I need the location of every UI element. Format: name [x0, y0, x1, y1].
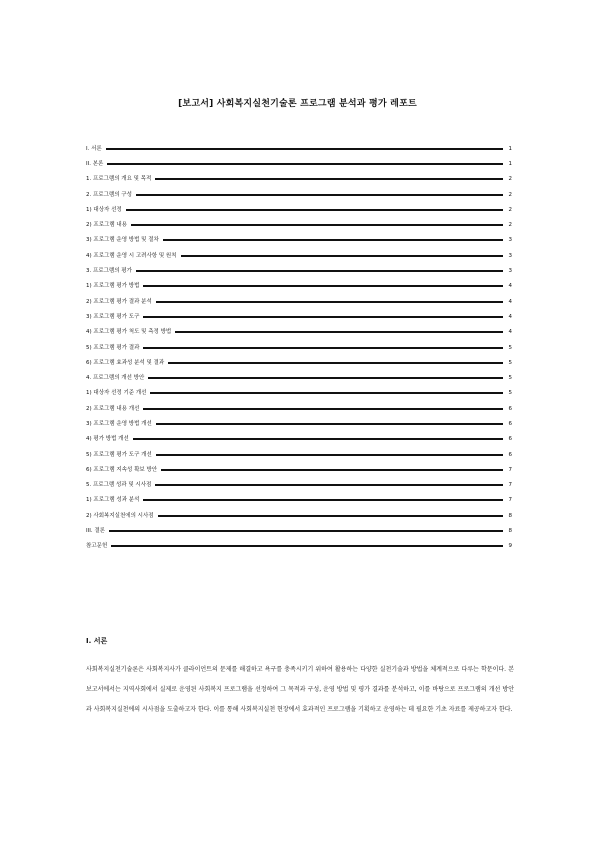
- toc-leader-line: [148, 377, 503, 379]
- toc-entry-page: 2: [508, 191, 512, 198]
- toc-entry[interactable]: [86, 217, 512, 232]
- toc-entry-page: 5: [508, 344, 512, 351]
- toc-entry-page: 5: [508, 359, 512, 366]
- toc-leader-line: [161, 469, 503, 471]
- toc-entry[interactable]: [86, 508, 512, 523]
- toc-leader-line: [109, 530, 503, 532]
- toc-entry[interactable]: [86, 386, 512, 401]
- toc-entry-label: 3. 프로그램의 평가: [86, 268, 132, 275]
- toc-entry-page: 6: [508, 436, 512, 443]
- toc-entry[interactable]: [86, 172, 512, 187]
- toc-entry[interactable]: [86, 263, 512, 278]
- toc-leader-line: [156, 301, 503, 303]
- toc-entry[interactable]: [86, 462, 512, 477]
- toc-entry-label: 4) 프로그램 운영 시 고려사항 및 원칙: [86, 252, 177, 259]
- toc-leader-line: [107, 163, 503, 165]
- toc-entry-label: 2) 프로그램 평가 결과 분석: [86, 298, 152, 305]
- toc-entry[interactable]: [86, 370, 512, 385]
- toc-entry-label: 2. 프로그램의 구성: [86, 191, 132, 198]
- toc-entry[interactable]: [86, 401, 512, 416]
- toc-entry-label: 4) 평가 방법 개선: [86, 436, 129, 443]
- toc-entry-label: 1) 대상자 선정 기준 개선: [86, 390, 147, 397]
- toc-leader-line: [156, 454, 503, 456]
- toc-leader-line: [143, 316, 503, 318]
- toc-leader-line: [150, 392, 503, 394]
- toc-entry-page: 6: [508, 451, 512, 458]
- toc-entry[interactable]: [86, 294, 512, 309]
- toc-leader-line: [106, 148, 503, 150]
- toc-entry-label: 3) 프로그램 운영 방법 및 절차: [86, 237, 159, 244]
- toc-entry-label: III. 결론: [86, 528, 105, 535]
- toc-entry[interactable]: [86, 141, 512, 156]
- toc-leader-line: [155, 178, 503, 180]
- toc-entry-label: II. 본론: [86, 160, 104, 167]
- toc-leader-line: [143, 408, 503, 410]
- toc-entry-label: 참고문헌: [86, 543, 108, 550]
- toc-entry[interactable]: [86, 416, 512, 431]
- toc-leader-line: [143, 499, 503, 501]
- toc-entry-page: 4: [508, 298, 512, 305]
- toc-leader-line: [163, 239, 503, 241]
- toc-entry[interactable]: [86, 493, 512, 508]
- toc-entry[interactable]: [86, 309, 512, 324]
- table-of-contents: [86, 141, 512, 554]
- toc-leader-line: [181, 255, 503, 257]
- toc-entry-label: 3) 프로그램 평가 도구: [86, 313, 140, 320]
- toc-leader-line: [111, 545, 503, 547]
- toc-leader-line: [156, 423, 503, 425]
- toc-leader-line: [143, 347, 503, 349]
- toc-leader-line: [143, 285, 503, 287]
- toc-entry[interactable]: [86, 233, 512, 248]
- toc-entry[interactable]: [86, 156, 512, 171]
- toc-leader-line: [175, 331, 503, 333]
- toc-entry[interactable]: [86, 279, 512, 294]
- toc-entry-page: 3: [508, 252, 512, 259]
- toc-leader-line: [168, 362, 503, 364]
- toc-leader-line: [136, 194, 503, 196]
- toc-entry[interactable]: [86, 248, 512, 263]
- toc-entry[interactable]: [86, 523, 512, 538]
- toc-entry-page: 5: [508, 390, 512, 397]
- toc-entry[interactable]: [86, 355, 512, 370]
- toc-entry-label: 1) 대상자 선정: [86, 206, 122, 213]
- toc-leader-line: [136, 270, 503, 272]
- toc-entry-page: 7: [508, 497, 512, 504]
- toc-entry-label: 4) 프로그램 평가 척도 및 측정 방법: [86, 329, 172, 336]
- toc-entry-page: 8: [508, 528, 512, 535]
- toc-entry-page: 7: [508, 466, 512, 473]
- toc-entry-label: 6) 프로그램 효과성 분석 및 결과: [86, 359, 165, 366]
- toc-entry-page: 3: [508, 237, 512, 244]
- toc-entry-label: 5) 프로그램 평가 결과: [86, 344, 140, 351]
- toc-entry-page: 8: [508, 512, 512, 519]
- toc-entry[interactable]: [86, 187, 512, 202]
- toc-entry-page: 6: [508, 405, 512, 412]
- toc-leader-line: [155, 484, 503, 486]
- toc-entry-page: 6: [508, 420, 512, 427]
- toc-entry-page: 3: [508, 268, 512, 275]
- toc-entry-page: 7: [508, 482, 512, 489]
- toc-entry-label: 2) 프로그램 내용: [86, 222, 128, 229]
- toc-entry[interactable]: [86, 340, 512, 355]
- document-title: [보고서] 사회복지실천기술론 프로그램 분석과 평가 레포트: [178, 99, 417, 109]
- toc-entry[interactable]: [86, 539, 512, 554]
- toc-entry-page: 2: [508, 206, 512, 213]
- toc-entry-page: 9: [508, 543, 512, 550]
- toc-entry-label: 6) 프로그램 지속성 확보 방안: [86, 466, 158, 473]
- toc-leader-line: [126, 209, 503, 211]
- toc-entry-page: 4: [508, 283, 512, 290]
- toc-leader-line: [158, 515, 503, 517]
- toc-entry-label: 4. 프로그램의 개선 방안: [86, 375, 145, 382]
- toc-entry-page: 2: [508, 222, 512, 229]
- toc-entry-page: 4: [508, 313, 512, 320]
- toc-entry-page: 4: [508, 329, 512, 336]
- toc-entry-label: 1) 프로그램 평가 방법: [86, 283, 140, 290]
- toc-leader-line: [133, 438, 503, 440]
- toc-entry[interactable]: [86, 432, 512, 447]
- toc-entry[interactable]: [86, 447, 512, 462]
- toc-entry[interactable]: [86, 325, 512, 340]
- body-paragraph: 사회복지실천기술론은 사회복지사가 클라이언트의 문제를 해결하고 욕구를 충족시키기 위하여 활용하는 다양한 실천기술과 방법을 체계적으로 다루는 학문이다. 본 보고서에서는 지역사회에서 실제로 운영된 사회복지 프로그램을 선정하여 그 목적과 구성, 운영 방법 및 평가 결과를 분석하고, 이를 바탕으로 프로그램의 개선 방안과 사회복지실천에의 시사점을 도출하고자 한다. 이를 통해 사회복지실천 현장에서 효과적인 프로그램을 기획하고 운영하는 데 필요한 기초 자료를 제공하고자 한다.: [86, 666, 514, 713]
- toc-entry-label: 5) 프로그램 평가 도구 개선: [86, 451, 152, 458]
- toc-entry[interactable]: [86, 478, 512, 493]
- toc-entry[interactable]: [86, 202, 512, 217]
- toc-entry-page: 1: [508, 145, 512, 152]
- toc-entry-label: 2) 프로그램 내용 개선: [86, 405, 140, 412]
- toc-entry-label: 1. 프로그램의 개요 및 목적: [86, 176, 152, 183]
- section-heading: I. 서론: [86, 637, 108, 645]
- toc-entry-label: 3) 프로그램 운영 방법 개선: [86, 420, 152, 427]
- toc-entry-page: 5: [508, 375, 512, 382]
- toc-entry-label: 5. 프로그램 성과 및 시사점: [86, 482, 152, 489]
- toc-entry-label: I. 서론: [86, 145, 102, 152]
- toc-entry-label: 2) 사회복지실천에의 시사점: [86, 512, 154, 519]
- toc-leader-line: [131, 224, 503, 226]
- toc-entry-page: 2: [508, 176, 512, 183]
- toc-entry-label: 1) 프로그램 성과 분석: [86, 497, 140, 504]
- toc-entry-page: 1: [508, 160, 512, 167]
